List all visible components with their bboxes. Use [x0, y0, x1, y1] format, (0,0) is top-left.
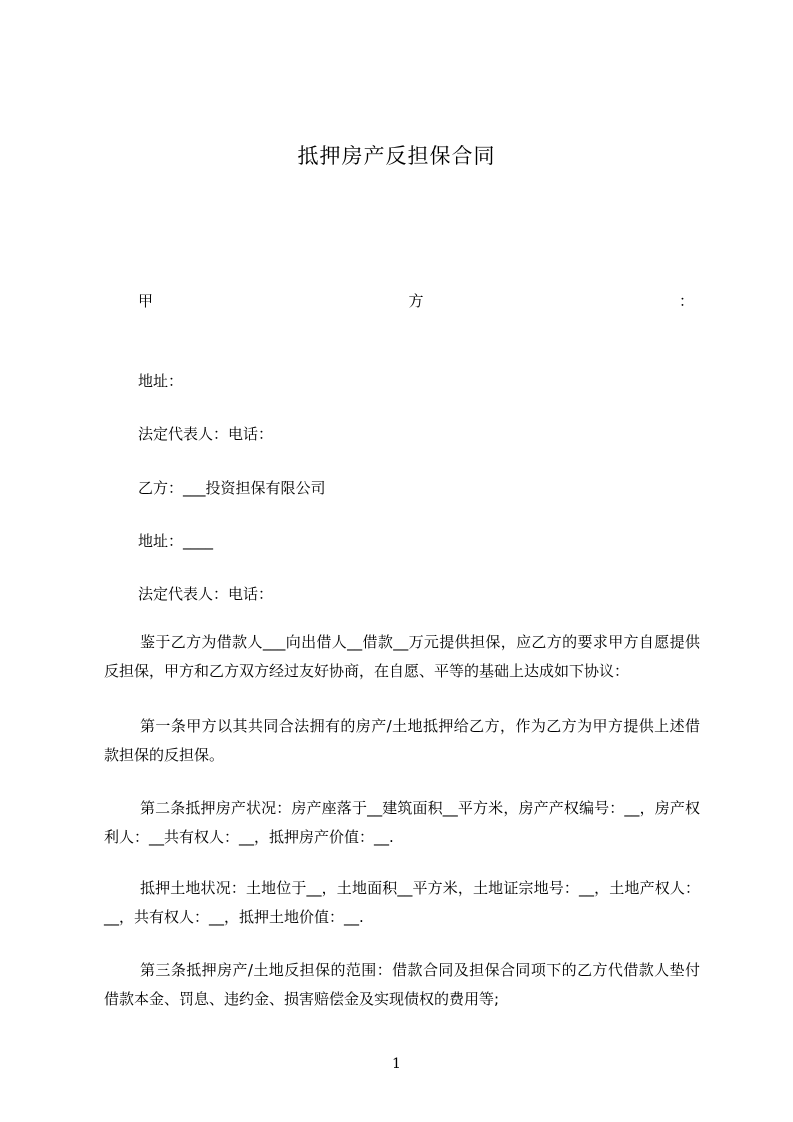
party-b-representative: 法定代表人：电话： [138, 585, 274, 603]
article-3-paragraph: 第三条抵押房产/土地反担保的范围：借款合同及担保合同项下的乙方代借款人垫付借款本金、罚息、违约金、损害赔偿金及实现债权的费用等; [104, 961, 700, 1008]
preamble-paragraph: 鉴于乙方为借款人___向出借人__借款__万元提供担保，应乙方的要求甲方自愿提供反担保，甲方和乙方双方经过友好协商，在自愿、平等的基础上达成如下协议： [104, 633, 700, 680]
party-a-char-2: 方 [408, 292, 424, 310]
party-b-address: 地址：____ [138, 532, 214, 550]
party-a-colon: ： [678, 292, 694, 310]
party-a-address: 地址： [138, 372, 184, 390]
party-a-representative: 法定代表人：电话： [138, 425, 274, 443]
article-2-land-paragraph: 抵押土地状况：土地位于__，土地面积__平方米，土地证宗地号：__，土地产权人：__，共有权人：__，抵押土地价值：__. [104, 879, 700, 926]
article-1-paragraph: 第一条甲方以其共同合法拥有的房产/土地抵押给乙方，作为乙方为甲方提供上述借款担保的反担保。 [104, 717, 700, 764]
article-2-paragraph: 第二条抵押房产状况：房产座落于__建筑面积__平方米，房产产权编号：__，房产权利人：__共有权人：__，抵押房产价值：__. [104, 799, 700, 846]
page-number: 1 [392, 1056, 401, 1072]
document-title: 抵押房产反担保合同 [297, 144, 496, 168]
party-a-heading [138, 289, 694, 313]
party-a-char-1: 甲 [138, 292, 154, 310]
party-b-name: 乙方：___投资担保有限公司 [138, 479, 326, 497]
